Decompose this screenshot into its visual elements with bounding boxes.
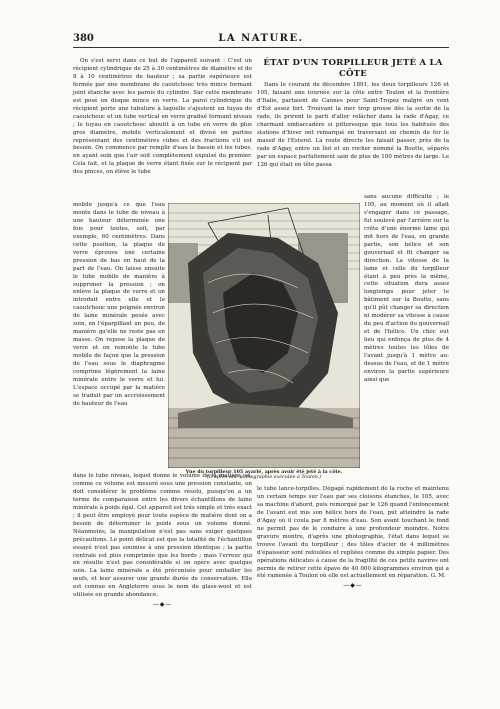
left-ornament: —◆— bbox=[152, 601, 173, 609]
right-ornament: —◆— bbox=[343, 582, 363, 590]
article-title: ÉTAT D'UN TORPILLEUR JETÉ A LA CÔTE bbox=[263, 58, 443, 79]
caption-credit: (D'après une photographie exécutée à Toulon.) bbox=[206, 475, 322, 481]
header-rule bbox=[73, 47, 449, 48]
left-bottom-text: dans le tube niveau, lequel donne le volume de la matière, et, comme ce volume est mesuré sous une pression constante, on doit considérer le problème comme résolu, puisqu'on a un terme de comparaison entre les divers échantillons de laine minérale à poids égal. Cet appareil est très simple et très exact ; il peut être employé pour toute espèce de matière dont on a besoin de déterminer le poids sous un volume donné. Néanmoins, la manipulation n'est pas sans exiger quelques précautions. Le point délicat est que la totalité de l'échantillon essayé n'est pas soumise à une pression identique ; la partie centrale est plus comprimée que les bords ; mais l'erreur qui en résulte n'est pas considérable si on opère avec quelque soin. La laine minérale a été préconisée pour emballer les œufs, et leur assurer une grande durée de conservation. Elle est connue en Angleterre sous le nom de glass-wool et est utilisée en grande abondance. bbox=[73, 473, 252, 599]
left-wrap-text: mobile jusqu'à ce que l'eau monte dans le tube de niveau à une hauteur déterminée une fois pour toutes, soit, par exemple, 60 centimètres. Dans cette position, la plaque de verre éprouve une certaine pression de bas en haut de la part de l'eau. On laisse ensuite le tube mobile de manière à supprimer la pression ; on enlève la plaque de verre et on introduit entre elle et le caoutchouc une poignée environ de laine minérale pesée avec soin, en l'éparpillant un peu, de manière qu'elle ne reste pas en masse. On repose la plaque de verre et on remonte le tube mobile de façon que la pression de l'eau sous le diaphragme comprime légèrement la laine minérale entre le verre et lui. L'espace occupé par la matière se traduit par un accroissement de hauteur de l'eau bbox=[73, 202, 165, 407]
figure-caption bbox=[168, 469, 360, 481]
running-header bbox=[73, 33, 449, 47]
right-column-top bbox=[257, 58, 449, 169]
right-wrap-text: sans aucune difficulté ; le 105, au moment où il allait s'engager dans ce passage, fut soulevé par l'arrière sur la crête d'une énorme lame qui mit hors de l'eau, en grande partie, son hélice et son gouvernail et fit changer sa direction. La vitesse de la lame et celle du torpilleur étant à peu près la même, cette situation dura assez longtemps pour jeter le bâtiment sur la Boutte, sans qu'il pût changer sa direction ni modérer sa vitesse à cause du peu d'action du gouvernail et de l'hélice. Un choc eut lieu qui enfonça de plus de 4 mètres toutes les tôles de l'avant jusqu'à 1 mètre au-dessus de l'eau, et de 1 mètre environ la partie supérieure ainsi que bbox=[364, 194, 449, 383]
left-wrap-column bbox=[73, 202, 165, 468]
engraving-illustration bbox=[168, 203, 360, 468]
torpedo-boat-engraving bbox=[168, 203, 360, 468]
right-column-bottom bbox=[257, 486, 449, 591]
page-number: 380 bbox=[73, 33, 94, 44]
left-intro-text: On s'est servi dans ce but de l'appareil suivant : C'est un récipient cylindrique de 25 à 30 centimètres de diamètre et de 8 à 10 centimètres de hauteur ; sa partie supérieure est fermée par une membrane de caoutchouc très mince formant joint étanche avec les parois du cylindre. Sur cette membrane est posé un disque mince en verre. La paroi cylindrique du récipient porte une tubulure à laquelle s'ajustent un tuyau de caoutchouc et un tube vertical en verre gradué formant niveau ; le tuyau en caoutchouc aboutit à un tube en verre de plus gros diamètre, mobile verticalement et divisé en parties représentant des centimètres cubes et des fractions s'il est besoin. On commence par remplir d'eau le bassin et les tubes, en ayant soin que l'air soit complètement expulsé du premier. Cela fait, et la plaque de verre étant fixée sur le récipient par des pinces, on élève le tube bbox=[73, 58, 252, 176]
left-column-bottom bbox=[73, 473, 252, 610]
right-wrap-column bbox=[364, 194, 449, 462]
article-intro-text: Dans le courant de décembre 1891, les deux torpilleurs 126 et 105, faisant une tournée sur la côte entre Toulon et la frontière d'Italie, partaient de Cannes pour Saint-Tropez malgré un vent d'Est assez fort. Trouvant la mer trop grosse dès la sortie de la rade, ils prirent le parti d'aller relâcher dans la rade d'Agay, ce charmant embarcadère si pittoresque que tous les habitués des stations d'hiver ont remarqué en traversant en chemin de fer le massif de l'Esterel. La route directe les faisait passer, près de la rade d'Agay, entre un îlot et un rocher nommé la Boutte, séparés par un espace parfaitement sain de plus de 100 mètres de large. Le 126 qui était en tête passa bbox=[257, 82, 449, 168]
article-bottom-text: le tube lance-torpilles. Dégagé rapidement de la roche et maintenu un certain temps sur l'eau par ses cloisons étanches, le 105, avec sa machine d'abord, puis remorqué par le 126 quand l'enfoncement de l'avant eut mis son hélice hors de l'eau, put atteindre la rade d'Agay où il coula par 8 mètres d'eau. Son avant touchant le fond ne permit pas de le conduire à une profondeur moindre. Notre gravure montre, d'après une photographie, l'état dans lequel se trouve l'avant du torpilleur ; des tôles d'acier de 4 millimètres d'épaisseur sont refoulées et repliées comme du simple papier. Des opérations délicates à cause de la fragilité de ces petits navires ont permis de retirer cette épave de 40 000 kilogrammes environ qui a été ramenée à Toulon où elle est actuellement en réparation. G. M. bbox=[257, 486, 449, 580]
left-column-top bbox=[73, 58, 252, 177]
journal-title: LA NATURE. bbox=[218, 33, 304, 44]
caption-text: Vue du torpilleur 105 avarié, après avoir été jeté à la côte. bbox=[185, 469, 343, 475]
